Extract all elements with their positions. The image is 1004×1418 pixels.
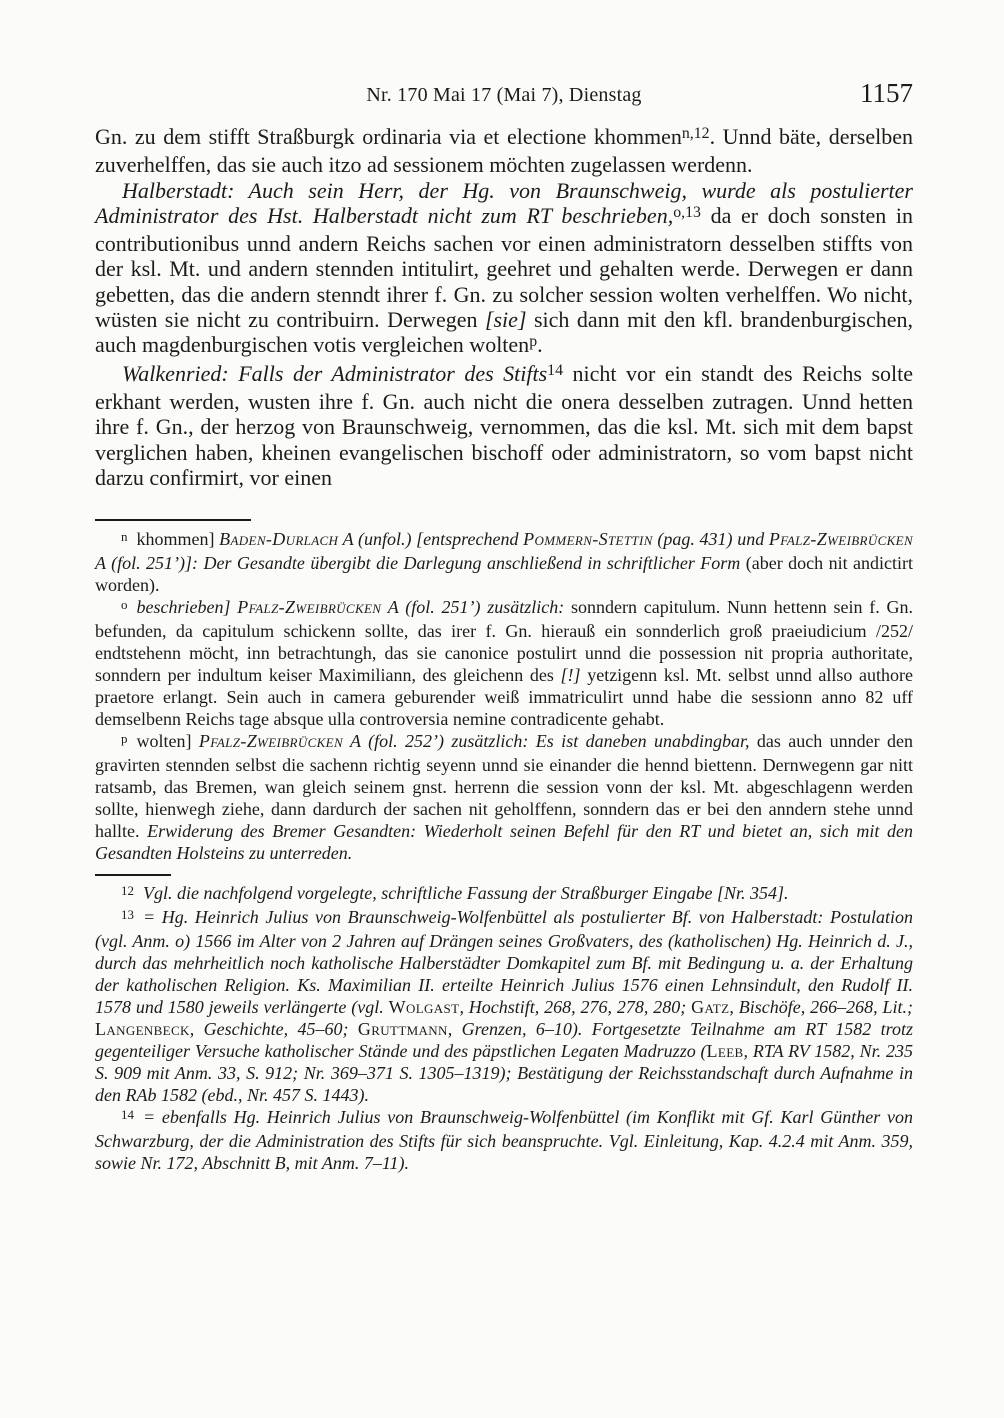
text-run: A (unfol.) [entsprechend	[338, 529, 524, 550]
text-run: khommen]	[136, 529, 220, 550]
text-run: = Hg. Heinrich Julius von Braunschweig-Wolfenbüttel als postulierter Bf. von Halberstadt: Postulation (vgl. Anm. o) 1566 im Alter von 2 Jahren auf Drängen seines Großvaters, des (katholischen) Hg. Heinrich d. J., durch das mehrheitlich noch katholische Halberstädter Domkapitel zum Bf. mit Bedingung u. a. der Erhaltung der katholischen Religion. Ks. Maximilian II. erteilte Heinrich Julius 1576 einen Lehnsindult, den Rudolf II. 1578 und 1580 jeweils verlängerte (vgl.	[95, 907, 913, 1018]
text-run: A (fol. 252’) zusätzlich: Es ist daneben unabdingbar,	[342, 731, 750, 752]
text-run: Vgl. die nachfolgend vorgelegte, schriftliche Fassung der Straßburger Eingabe [Nr. 354].	[142, 883, 789, 904]
text-run: Pfalz-Zweibrücken	[237, 597, 382, 618]
text-run: Gatz	[691, 997, 730, 1018]
text-run: Gn. zu dem stifft Straßburgk ordinaria via et electione khommen	[95, 124, 682, 149]
note-marker: n	[121, 528, 128, 544]
text-run: . Unnd bäte, derselben zuverhelffen, das sie auch itzo ad sessionem möchten zugelassen werdenn.	[95, 124, 913, 178]
text-run: [sie]	[484, 307, 527, 333]
apparatus-note-o	[95, 596, 913, 730]
note-marker: o	[121, 596, 128, 612]
text-run: Wolgast	[388, 997, 460, 1018]
text-run: (pag. 431) und	[652, 529, 769, 550]
text-run: nicht vor ein standt des Reichs solte erkhant werden, wusten ihre f. Gn. auch nicht die onera desselben zutragen. Unnd hetten ihre f. Gn., der herzog von Braunschweig, vernommen, das die ksl. Mt. sich mit dem bapst verglichen haben, kheinen evangelischen bischoff oder administratorn, so vom bapst nicht darzu confirmirt, vor einen	[95, 360, 913, 490]
note-marker: 12	[121, 882, 134, 898]
note-marker: 13	[121, 906, 134, 922]
apparatus-note-n	[95, 528, 913, 596]
footnote-separator-rule	[95, 874, 171, 876]
text-run: Erwiderung des Bremer Gesandten: Wiederholt seinen Befehl für den RT und bietet an, sich mit den Gesandten Holsteins zu unterreden.	[95, 821, 913, 864]
text-run: Leeb	[706, 1041, 744, 1062]
text-run: Pommern-Stettin	[523, 529, 653, 550]
footnote-14	[95, 1106, 913, 1174]
text-run: sonndern capitulum. Nunn hettenn sein f. Gn. befunden, da capitulum schickenn sollte, das irer f. Gn. hierauß ein sonnderlich groß praeiudicium /252/ endtstehenn möcht, inn betrachtungh, das sie canonice postulirt unnd die possession nit propria authoritate, sonndern per indultum keiser Maximiliann, des gleichenn des	[95, 597, 913, 686]
text-run: Walkenried: Falls der Administrator des Stifts	[122, 360, 548, 386]
text-run: .	[537, 332, 543, 358]
text-run: Baden-Durlach	[219, 529, 339, 550]
text-run: , Bischöfe, 266–268, Lit.;	[729, 997, 913, 1018]
footnote-13	[95, 906, 913, 1106]
text-run: , RTA RV 1582, Nr. 235 S. 909 mit Anm. 33, S. 912; Nr. 369–371 S. 1305–1319); Bestätigung der Reichsstandschaft durch Aufnahme in den RAb 1582 (ebd., Nr. 457 S. 1443).	[95, 1041, 913, 1106]
text-run: , Geschichte, 45–60;	[189, 1019, 358, 1040]
superscript-reference: 14	[547, 361, 563, 379]
text-run: [!]	[560, 665, 581, 686]
text-run: , Grenzen, 6–10). Fortgesetzte Teilnahme am RT 1582 trotz gegenteiliger Versuche katholischer Stände und des päpstlichen Legaten Madruzzo (	[95, 1019, 913, 1062]
text-run: (aber doch nit andictirt worden).	[95, 553, 914, 596]
text-run: da er doch sonsten in contributionibus unnd andern Reichs sachen vor einen administratorn desselben stiffts von der ksl. Mt. und andern stennden intitulirt, geehret und gehalten werde. Derwegen er dann gebetten, das die andern stenndt ihrer f. Gn. zu solcher session wolten verhelffen. Wo nicht, wüsten sie nicht zu contribuirn. Derwegen	[95, 202, 914, 333]
paragraph	[95, 361, 913, 490]
text-run: das auch unnder den gravirten stennden selbst die sachenn richtig seyenn unnd sie einander die hennd biettenn. Dernwegenn gar nitt ratsamb, das Bremen, wan gleich seinem gnst. herrenn die session vonn der ksl. Mt. abgeschlagenn werden sollte, hienwegh ziehe, dann dardurch der sachen nit geholffenn, sonndern das er bei den anndern stehe unnd hallte.	[95, 731, 914, 842]
text-run: A (fol. 251’)]: Der Gesandte übergibt die Darlegung anschließend in schriftlicher Form	[95, 553, 746, 574]
text-run: wolten]	[136, 731, 199, 752]
critical-apparatus	[95, 528, 913, 864]
paragraph	[95, 124, 913, 178]
text-run: , Hochstift, 268, 276, 278, 280;	[459, 997, 692, 1018]
text-run: yetzigenn ksl. Mt. selbst unnd allso authore praetore erlangt. Sein auch in camera geburender weiß immatriculirt unnd habe die sessionn anno 82 uff demselbenn Reichs tage absque ulla controversia nemine contradicente gehabt.	[95, 665, 914, 730]
text-run: Halberstadt: Auch sein Herr, der Hg. von Braunschweig, wurde als postulierter Administrator des Hst. Halberstadt nicht zum RT beschrieben,	[95, 177, 913, 228]
text-run: A (fol. 251’) zusätzlich:	[381, 597, 565, 618]
paragraph	[95, 178, 913, 361]
running-header-title: Nr. 170 Mai 17 (Mai 7), Dienstag	[366, 84, 642, 106]
text-run: Pfalz-Zweibrücken	[768, 529, 913, 550]
superscript-reference: o,13	[673, 203, 701, 221]
main-text-block	[95, 124, 913, 490]
apparatus-separator-rule	[95, 519, 251, 521]
text-run: sich dann mit den kfl. brandenburgischen, auch magdenburgischen votis vergleichen wolten	[95, 307, 913, 358]
footnotes-block	[95, 882, 913, 1174]
running-header	[95, 78, 913, 112]
apparatus-note-p	[95, 730, 913, 864]
text-run: Langenbeck	[95, 1019, 190, 1040]
page-number: 1157	[860, 78, 913, 108]
note-marker: p	[121, 730, 128, 746]
text-run: Gruttmann	[357, 1019, 448, 1040]
text-run: beschrieben]	[136, 597, 238, 618]
footnote-12	[95, 882, 913, 906]
superscript-reference: p	[529, 333, 538, 351]
text-run: Pfalz-Zweibrücken	[198, 731, 343, 752]
superscript-reference: n,12	[681, 124, 710, 142]
note-marker: 14	[121, 1106, 134, 1122]
text-run: = ebenfalls Hg. Heinrich Julius von Braunschweig-Wolfenbüttel (im Konflikt mit Gf. Karl Günther von Schwarzburg, der die Administration des Stifts für sich beanspruchte. Vgl. Einleitung, Kap. 4.2.4 mit Anm. 359, sowie Nr. 172, Abschnitt B, mit Anm. 7–11).	[95, 1107, 913, 1174]
